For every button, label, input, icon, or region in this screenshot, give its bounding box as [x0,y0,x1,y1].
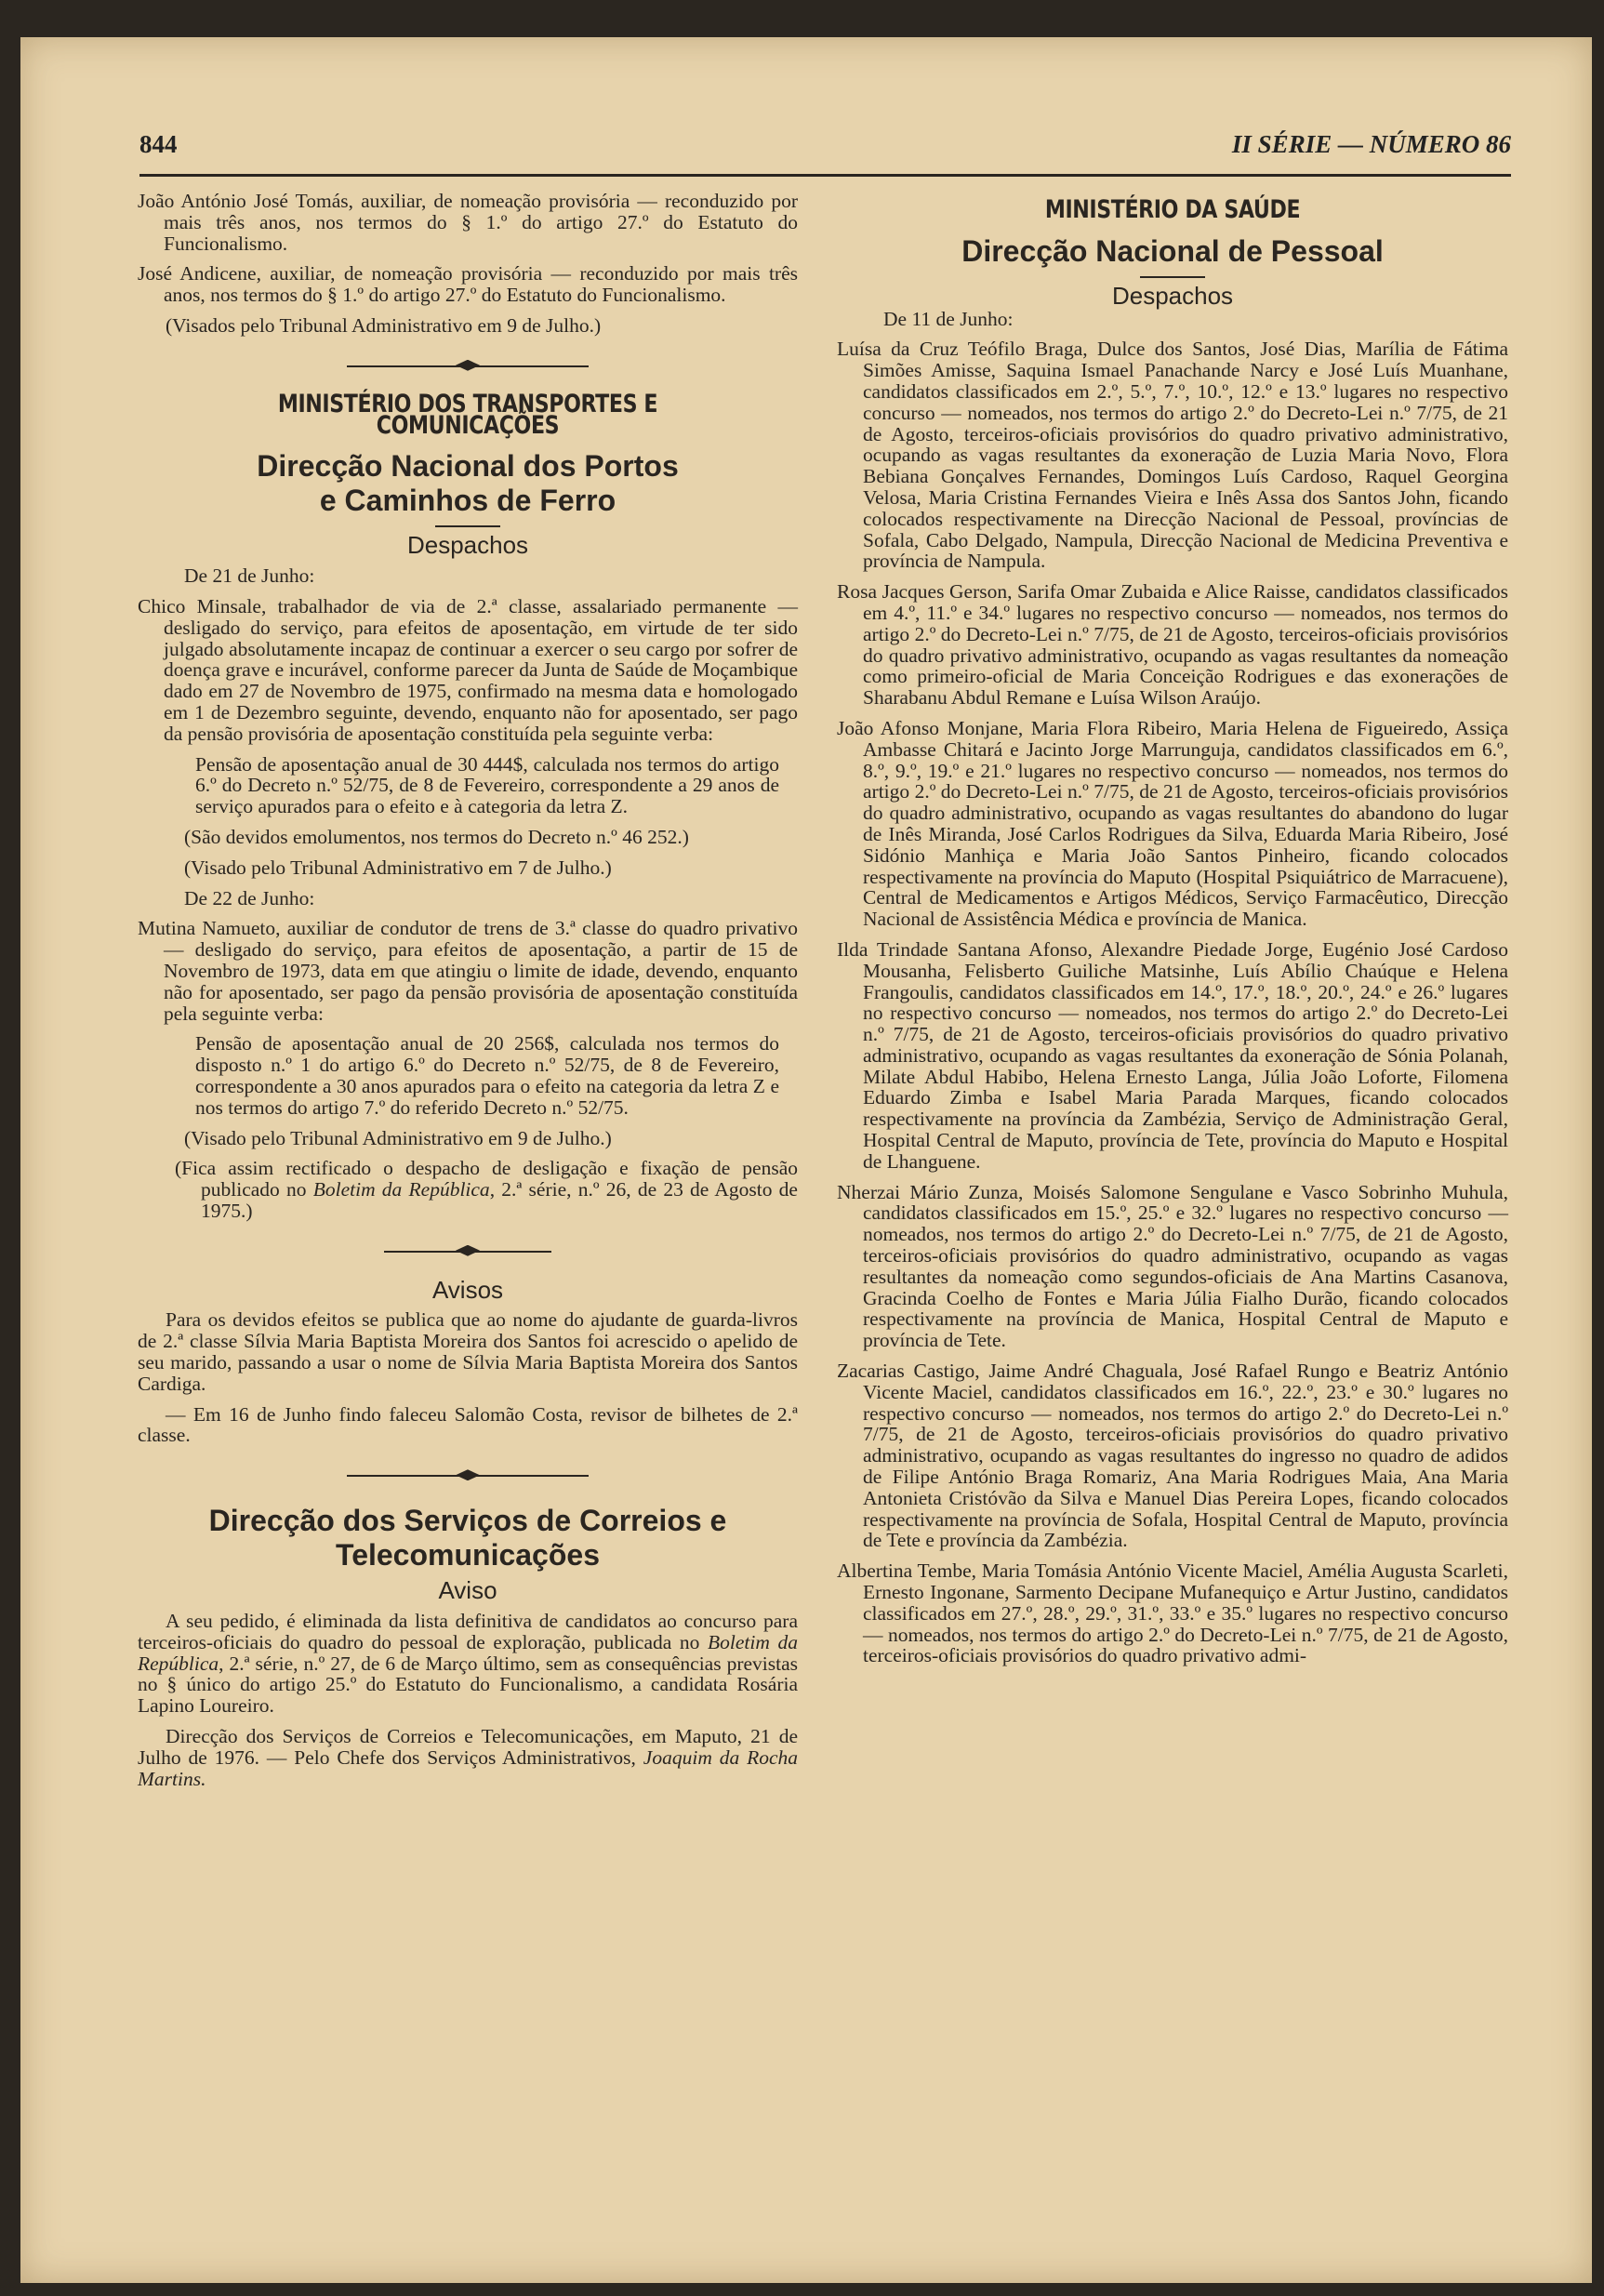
ministry-heading: MINISTÉRIO DOS TRANSPORTES E COMUNICAÇÕES [277,389,658,440]
right-column [837,191,1508,1676]
section-heading: Aviso [438,1576,497,1605]
date-line: De 21 de Junho: [184,564,315,588]
section-heading: Despachos [406,531,529,560]
direction-heading: Direcção Nacional dos Portos e Caminhos de Ferro [257,449,679,518]
paragraph: Zacarias Castigo, Jaime André Chaguala, José Rafael Rungo e Beatriz António Vicente Maciel, candidatos classificados em 16.º, 22.º, 23.º e 30.º lugares no respectivo concurso — nomeados, nos termos do artigo 2.º do Decreto-Lei n.º 7/75, de 21 de Agosto, terceiros-oficiais provisórios do quadro privativo administrativo, ocupando as vagas resultantes do ingresso no quadro de adidos de Filipe António Braga Romariz, Ana Maria Rodrigues Maia, Ana Maria Antonieta Cristóvão da Silva e Manuel Dias Pereira Lopes, ficando colocados respectivamente na província de Sofala, Hospital Central de Maputo, província de Tete e província da Zambézia. [837,1360,1508,1552]
series-label: II SÉRIE — NÚMERO 86 [1231,130,1511,158]
direction-heading: Direcção dos Serviços de Correios e Telecomunicações [208,1504,727,1573]
short-rule [1140,276,1205,278]
page-header [139,130,1511,177]
paragraph: (Fica assim rectificado o despacho de desligação e fixação de pensão publicado no Boletim da República, 2.ª série, n.º 26, de 23 de Agosto de 1975.) [175,1157,798,1222]
direction-heading: Direcção Nacional de Pessoal [961,233,1384,268]
short-rule [435,525,500,527]
date-line: De 11 de Junho: [883,307,1014,330]
paragraph: Rosa Jacques Gerson, Sarifa Omar Zubaida e Alice Raisse, candidatos classificados em 4.º, 11.º e 34.º lugares no respectivo concurso — nomeados, nos termos do artigo 2.º do Decreto-Lei n.º 7/75, de 21 de Agosto, terceiros-oficiais provisórios do quadro privativo administrativo, ocupando as vagas resultantes da nomeação como primeiro-oficial de Maria Conceição Rodrigues e das exonerações de Sharabanu Abdul Remane e Luísa Wilson Araújo. [837,580,1508,710]
section-heading: Despachos [1111,281,1234,310]
quote: Pensão de aposentação anual de 20 256$, calculada nos termos do disposto n.º 1 do artigo 6.º do Decreto n.º 52/75, de 8 de Fevereiro, correspondente a 30 anos apurados para o efeito na categoria da letra Z e nos termos do artigo 7.º do referido Decreto n.º 52/75. [195,1032,779,1119]
header-rule [139,174,1511,177]
paragraph: João António José Tomás, auxiliar, de nomeação provisória — reconduzido por mais três anos, nos termos do § 1.º do artigo 27.º do Estatuto do Funcionalismo. [138,190,798,255]
paragraph: Direcção dos Serviços de Correios e Telecomunicações, em Maputo, 21 de Julho de 1976. — Pelo Chefe dos Serviços Administrativos, Joaquim da Rocha Martins. [138,1725,799,1790]
paragraph: Mutina Namueto, auxiliar de condutor de trens de 3.ª classe do quadro privativo — desligado do serviço, para efeitos de aposentação, a partir de 15 de Novembro de 1973, data em que atingiu o limite de idade, devendo, enquanto não for aposentado, ser pago da pensão provisória de aposentação constituída pela seguinte verba: [138,917,798,1025]
paragraph: Albertina Tembe, Maria Tomásia António Vicente Maciel, Amélia Augusta Scarleti, Ernesto Ingonane, Sarmento Decipane Mufanequiço e Artur Justino, candidatos classificados em 27.º, 28.º, 29.º, 31.º, 33.º e 35.º lugares no respectivo concurso — nomeados, nos termos do artigo 2.º do Decreto-Lei n.º 7/75, de 21 de Agosto, terceiros-oficiais provisórios do quadro privativo admi- [837,1559,1508,1667]
paragraph: Para os devidos efeitos se publica que ao nome do ajudante de guarda-livros de 2.ª classe Sílvia Maria Baptista Moreira dos Santos foi acrescido o apelido de seu marido, passando a usar o nome de Sílvia Maria Baptista Moreira dos Santos Cardiga. [138,1308,798,1395]
paragraph: A seu pedido, é eliminada da lista definitiva de candidatos ao concurso para terceiros-oficiais do quadro do pessoal de exploração, publicada no Boletim da República, 2.ª série, n.º 27, de 6 de Março último, sem as consequências previstas no § único do artigo 25.º do Estatuto do Funcionalismo, a candidata Rosária Lapino Loureiro. [138,1610,799,1718]
paragraph: (Visado pelo Tribunal Administrativo em 9 de Julho.) [184,1126,612,1149]
paragraph: (Visados pelo Tribunal Administrativo em 9 de Julho.) [166,313,602,337]
date-line: De 22 de Junho: [184,886,315,909]
paragraph: (São devidos emolumentos, nos termos do Decreto n.º 46 252.) [184,825,689,848]
ornament-divider [347,1468,589,1483]
left-column [138,191,798,1798]
paragraph: Luísa da Cruz Teófilo Braga, Dulce dos Santos, José Dias, Marília de Fátima Simões Amisse, Saquina Ismael Panachande Narcy e José Luís Muanhane, candidatos classificados em 2.º, 5.º, 7.º, 10.º, 12.º e 13.º lugares no respectivo concurso — nomeados, nos termos do artigo 2.º do Decreto-Lei n.º 7/75, de 21 de Agosto, terceiros-oficiais provisórios do quadro privativo administrativo, ocupando as vagas resultantes da exoneração de Luzia Maria Novo, Flora Bebiana Gonçalves Fernandes, Domingos Luís Cardoso, Raquel Georgina Velosa, Maria Cristina Fernandes Vieira e Inês Assa dos Santos John, ficando colocados respectivamente na Direcção Nacional de Pessoal, províncias de Sofala, Cabo Delgado, Nampula, Direcção Nacional de Medicina Preventiva e província de Nampula. [837,338,1508,573]
paragraph: (Visado pelo Tribunal Administrativo em 7 de Julho.) [184,856,612,879]
page-number: 844 [139,130,178,158]
paragraph: Ilda Trindade Santana Afonso, Alexandre Piedade Jorge, Eugénio José Cardoso Mousanha, Felisberto Guiliche Matsinhe, Luís Abílio Chaúque e Helena Frangoulis, candidatos classificados em 14.º, 17.º, 18.º, 20.º, 24.º e 26.º lugares no respectivo concurso — nomeados, nos termos do artigo 2.º do Decreto-Lei n.º 7/75, de 21 de Agosto, terceiros-oficiais provisórios do quadro privativo administrativo, ocupando as vagas resultantes da exoneração de Sónia Polanah, Milate Abdul Habibo, Helena Ernesto Langa, Júlia João Loforte, Filomena Eduardo Zimba e Isabel Maria Parada Marques, ficando colocados respectivamente na província da Zambézia, Serviço de Administração Geral, Hospital Central de Maputo, província de Tete, província do Maputo e Hospital de Lhanguene. [837,937,1508,1173]
ornament-divider [347,359,589,374]
ministry-heading: MINISTÉRIO DA SAÚDE [1044,195,1301,224]
section-heading: Avisos [431,1275,504,1304]
paragraph: Nherzai Mário Zunza, Moisés Salomone Sengulane e Vasco Sobrinho Muhula, candidatos classificados em 15.º, 25.º e 32.º lugares no respectivo concurso — nomeados, nos termos do artigo 2.º do Decreto-Lei n.º 7/75, de 21 de Agosto, terceiros-oficiais provisórios do quadro administrativo, ocupando as vagas resultantes da nomeação como segundos-oficiais de Ana Martins Casanova, Gracinda Coelho de Fontes e Maria Júlia Fialho Durão, ficando colocados respectivamente na província de Manica, Hospital Central de Maputo e província de Tete. [837,1180,1508,1352]
paragraph: João Afonso Monjane, Maria Flora Ribeiro, Maria Helena de Figueiredo, Assiça Ambasse Chitará e Jacinto Jorge Marrunguja, candidatos classificados em 6.º, 8.º, 9.º, 19.º e 21.º lugares no respectivo concurso — nomeados, nos termos do artigo 2.º do Decreto-Lei n.º 7/75, de 21 de Agosto, terceiros-oficiais provisórios do quadro administrativo, ocupando as vagas resultantes do abandono do lugar de Inês Miranda, José Carlos Rodrigues da Silva, Eduarda Maria Ribeiro, José Sidónio Manhiça e Maria João Santos Pinheiro, ficando colocados respectivamente na província do Maputo (Hospital Psiquiátrico de Marracuene), Central de Medicamentos e Artigos Médicos, Serviço Farmacêutico, Direcção Nacional de Assistência Médica e província de Manica. [837,716,1508,931]
quote: Pensão de aposentação anual de 30 444$, calculada nos termos do artigo 6.º do Decreto n.º 52/75, de 8 de Fevereiro, correspondente a 29 anos de serviço apurados para o efeito e à categoria da letra Z. [195,752,779,818]
ornament-divider [384,1244,551,1259]
paragraph: — Em 16 de Junho findo faleceu Salomão Costa, revisor de bilhetes de 2.ª classe. [138,1402,798,1447]
paragraph: Chico Minsale, trabalhador de via de 2.ª classe, assalariado permanente — desligado do serviço, para efeitos de aposentação, em virtude de ter sido julgado absolutamente incapaz de continuar a exercer o seu cargo por sofrer de doença grave e incurável, conforme parecer da Junta de Saúde de Moçambique dado em 27 de Novembro de 1975, confirmado na mesma data e homologado em 1 de Dezembro seguinte, devendo, enquanto não for aposentado, ser pago da pensão provisória de aposentação constituída pela seguinte verba: [138,594,798,745]
paragraph: José Andicene, auxiliar, de nomeação provisória — reconduzido por mais três anos, nos termos do § 1.º do artigo 27.º do Estatuto do Funcionalismo. [138,262,798,307]
